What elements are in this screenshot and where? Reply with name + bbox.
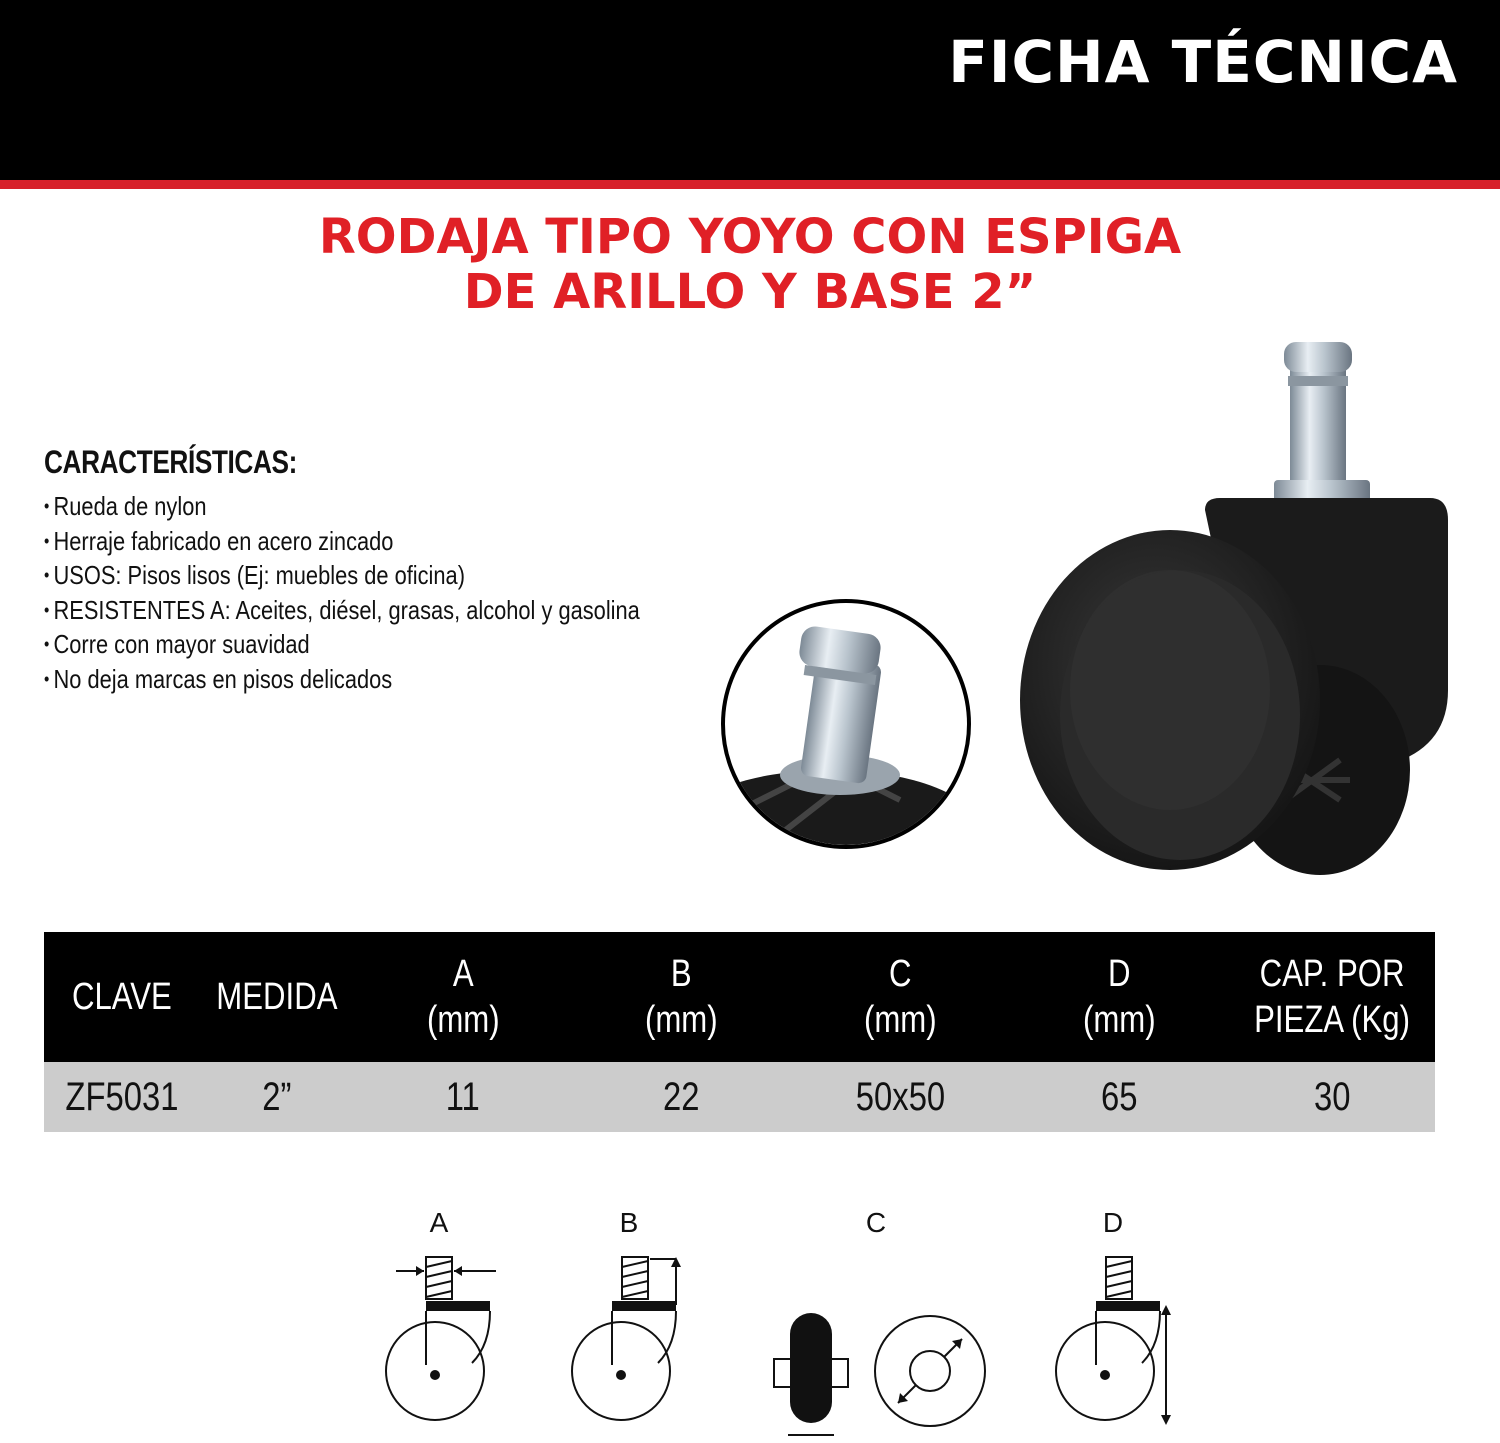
- feature-item: • No deja marcas en pisos delicados: [44, 662, 598, 697]
- product-title: [0, 210, 1500, 320]
- cell-a: 11: [354, 1062, 572, 1132]
- feature-item: • RESISTENTES A: Aceites, diésel, grasas, alcohol y gasolina: [44, 593, 598, 628]
- spec-table: [44, 932, 1435, 1132]
- feature-item: • Corre con mayor suavidad: [44, 627, 598, 662]
- diagram-b-icon: [572, 1207, 681, 1420]
- col-header-a: A (mm): [354, 932, 572, 1062]
- product-title-line2: DE ARILLO Y BASE 2”: [463, 264, 1037, 320]
- diagram-b-label: B: [619, 1207, 639, 1238]
- caster-main-icon: [1020, 342, 1448, 875]
- col-header-d: D (mm): [1010, 932, 1229, 1062]
- stem-detail-icon: [700, 601, 980, 890]
- dimension-diagrams: [360, 1195, 1200, 1443]
- diagram-d-label: D: [1102, 1207, 1124, 1238]
- table-header-row: [44, 932, 1435, 1062]
- product-image: [700, 330, 1460, 890]
- diagram-a-label: A: [429, 1207, 449, 1238]
- diagram-c-icon: [774, 1207, 985, 1435]
- feature-item: • Rueda de nylon: [44, 489, 598, 524]
- cell-clave: ZF5031: [44, 1062, 199, 1132]
- header-title: FICHA TÉCNICA: [948, 28, 1458, 96]
- feature-item: • USOS: Pisos lisos (Ej: muebles de oficina): [44, 558, 598, 593]
- cell-capacidad: 30: [1229, 1062, 1435, 1132]
- diagram-d-icon: [1056, 1207, 1171, 1425]
- diagram-c-label: C: [865, 1207, 887, 1238]
- col-header-c: C (mm): [791, 932, 1010, 1062]
- header-accent-stripe: [0, 180, 1500, 189]
- col-header-clave: CLAVE: [44, 932, 199, 1062]
- product-title-line1: RODAJA TIPO YOYO CON ESPIGA: [318, 209, 1182, 265]
- cell-medida: 2”: [199, 1062, 354, 1132]
- col-header-medida: MEDIDA: [199, 932, 354, 1062]
- table-row: [44, 1062, 1435, 1132]
- cell-b: 22: [572, 1062, 791, 1132]
- features-list: [44, 489, 704, 696]
- cell-d: 65: [1010, 1062, 1229, 1132]
- cell-c: 50x50: [791, 1062, 1010, 1132]
- diagram-a-icon: [386, 1207, 496, 1420]
- features-heading: CARACTERÍSTICAS:: [44, 444, 297, 480]
- features-section: [44, 444, 704, 696]
- feature-item: • Herraje fabricado en acero zincado: [44, 524, 598, 559]
- col-header-capacidad: CAP. POR PIEZA (Kg): [1229, 932, 1435, 1062]
- col-header-b: B (mm): [572, 932, 791, 1062]
